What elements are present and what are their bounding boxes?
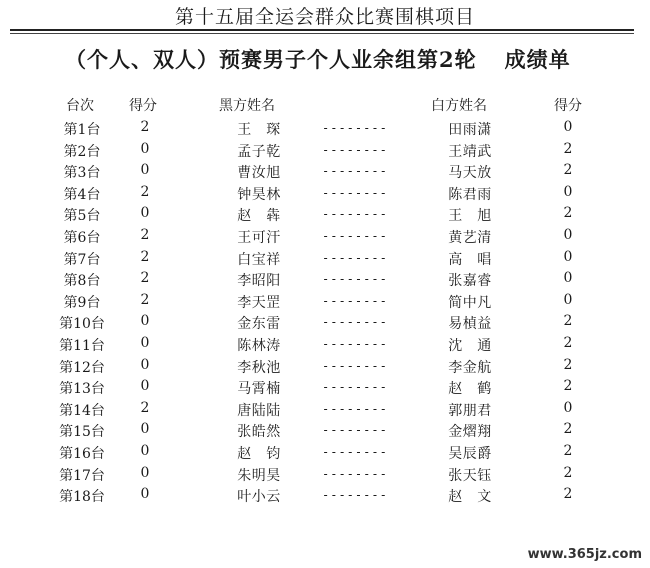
table-row xyxy=(0,292,650,314)
white-player-name: 王 旭 xyxy=(448,208,492,225)
black-player-name: 陈林涛 xyxy=(237,338,281,354)
white-score: 2 xyxy=(563,205,573,222)
white-score: 2 xyxy=(563,313,573,330)
white-score: 0 xyxy=(563,399,573,416)
black-player-name: 李昭阳 xyxy=(237,273,281,290)
black-score: 2 xyxy=(140,119,150,135)
black-player-name: 朱明昊 xyxy=(237,467,281,484)
table-row xyxy=(0,184,650,206)
black-player-name: 曹汝旭 xyxy=(237,165,281,182)
black-score: 0 xyxy=(140,486,150,503)
table-number: 第18台 xyxy=(59,489,105,506)
table-number: 第6台 xyxy=(63,230,101,246)
table-number: 第11台 xyxy=(59,338,105,354)
separator-dashes: -------- xyxy=(322,250,388,265)
black-score: 0 xyxy=(140,205,150,222)
black-player-name: 钟昊林 xyxy=(237,186,281,203)
column-header-white-name: 白方姓名 xyxy=(431,98,487,114)
separator-dashes: -------- xyxy=(322,207,388,222)
table-number: 第13台 xyxy=(59,381,105,398)
black-score: 0 xyxy=(140,421,150,438)
page-subtitle xyxy=(65,44,571,74)
separator-dashes: -------- xyxy=(322,358,388,373)
table-number: 第15台 xyxy=(59,424,105,441)
white-score: 2 xyxy=(563,356,573,373)
table-row xyxy=(0,119,650,141)
column-header-table: 台次 xyxy=(66,98,94,114)
separator-dashes: -------- xyxy=(322,142,388,157)
white-player-name: 赵 鹤 xyxy=(448,381,492,398)
table-row xyxy=(0,227,650,249)
separator-dashes: -------- xyxy=(322,229,388,243)
title-rule-thick xyxy=(10,29,634,31)
separator-dashes: -------- xyxy=(322,315,388,330)
white-player-name: 王靖武 xyxy=(448,143,492,160)
white-player-name: 沈 通 xyxy=(448,338,492,354)
table-number: 第14台 xyxy=(59,402,105,419)
white-player-name: 李金航 xyxy=(448,359,492,376)
white-player-name: 陈君雨 xyxy=(448,186,492,203)
watermark: www.365jz.com xyxy=(527,547,642,562)
table-number: 第17台 xyxy=(59,467,105,484)
white-player-name: 金熠翔 xyxy=(448,424,492,441)
separator-dashes: -------- xyxy=(322,164,388,179)
separator-dashes: -------- xyxy=(322,185,388,200)
table-number: 第5台 xyxy=(63,208,101,225)
black-player-name: 赵 犇 xyxy=(237,208,281,225)
table-row xyxy=(0,313,650,335)
white-score: 0 xyxy=(563,270,573,287)
white-player-name: 赵 文 xyxy=(448,489,492,506)
table-number: 第2台 xyxy=(63,143,101,160)
separator-dashes: -------- xyxy=(322,466,388,481)
table-row xyxy=(0,443,650,465)
black-score: 0 xyxy=(140,464,150,481)
black-score: 0 xyxy=(140,313,150,330)
black-score: 0 xyxy=(140,162,150,179)
table-row xyxy=(0,335,650,357)
white-score: 2 xyxy=(563,464,573,481)
table-row xyxy=(0,162,650,184)
black-player-name: 唐陆陆 xyxy=(237,402,281,419)
black-score: 0 xyxy=(140,140,150,157)
table-row xyxy=(0,486,650,508)
subtitle-main: （个人、双人）预赛男子个人业余组第2轮 xyxy=(65,47,477,72)
column-header-black-score: 得分 xyxy=(129,98,157,114)
white-player-name: 吴辰爵 xyxy=(448,446,492,462)
column-header-white-score: 得分 xyxy=(554,98,582,114)
white-player-name: 田雨潇 xyxy=(448,122,492,138)
table-number: 第12台 xyxy=(59,359,105,376)
table-row xyxy=(0,357,650,379)
separator-dashes: -------- xyxy=(322,401,388,416)
subtitle-suffix: 成绩单 xyxy=(504,47,571,72)
separator-dashes: -------- xyxy=(322,488,388,503)
page-title: 第十五届全运会群众比赛围棋项目 xyxy=(174,6,475,28)
black-score: 2 xyxy=(140,399,150,416)
black-player-name: 白宝祥 xyxy=(237,251,281,268)
table-number: 第8台 xyxy=(63,273,101,290)
white-score: 2 xyxy=(563,140,573,157)
separator-dashes: -------- xyxy=(322,380,388,395)
black-player-name: 李天罡 xyxy=(237,294,281,311)
separator-dashes: -------- xyxy=(322,445,388,459)
black-score: 2 xyxy=(140,291,150,308)
black-score: 2 xyxy=(140,270,150,287)
black-player-name: 赵 钧 xyxy=(237,446,281,462)
table-number: 第7台 xyxy=(63,251,101,268)
separator-dashes: -------- xyxy=(322,272,388,287)
white-score: 0 xyxy=(563,119,573,135)
black-score: 2 xyxy=(140,227,150,243)
black-score: 0 xyxy=(140,378,150,395)
black-player-name: 王可汗 xyxy=(237,230,281,246)
table-row xyxy=(0,205,650,227)
separator-dashes: -------- xyxy=(322,293,388,308)
white-player-name: 黄艺清 xyxy=(448,230,492,246)
separator-dashes: -------- xyxy=(322,423,388,438)
black-player-name: 叶小云 xyxy=(237,489,281,506)
title-rule-thin xyxy=(10,33,634,34)
white-player-name: 高 唱 xyxy=(448,251,492,268)
table-row xyxy=(0,421,650,443)
table-number: 第3台 xyxy=(63,165,101,182)
black-score: 2 xyxy=(140,183,150,200)
black-player-name: 张皓然 xyxy=(237,424,281,441)
black-score: 0 xyxy=(140,335,150,351)
black-score: 2 xyxy=(140,248,150,265)
white-player-name: 张嘉睿 xyxy=(448,273,492,290)
white-score: 0 xyxy=(563,248,573,265)
white-score: 2 xyxy=(563,335,573,351)
white-score: 0 xyxy=(563,291,573,308)
black-score: 0 xyxy=(140,443,150,459)
white-score: 0 xyxy=(563,183,573,200)
white-score: 2 xyxy=(563,162,573,179)
table-number: 第10台 xyxy=(59,316,105,333)
black-player-name: 王 琛 xyxy=(237,122,281,138)
table-number: 第9台 xyxy=(63,294,101,311)
black-player-name: 马霄楠 xyxy=(237,381,281,398)
table-number: 第16台 xyxy=(59,446,105,462)
white-player-name: 郭朋君 xyxy=(448,402,492,419)
table-row xyxy=(0,400,650,422)
table-row xyxy=(0,378,650,400)
separator-dashes: -------- xyxy=(322,337,388,351)
white-score: 2 xyxy=(563,378,573,395)
white-score: 0 xyxy=(563,227,573,243)
white-score: 2 xyxy=(563,443,573,459)
table-number: 第1台 xyxy=(63,122,101,138)
table-row xyxy=(0,141,650,163)
black-player-name: 孟子乾 xyxy=(237,143,281,160)
black-player-name: 李秋池 xyxy=(237,359,281,376)
column-header-black-name: 黑方姓名 xyxy=(219,98,275,114)
table-row xyxy=(0,465,650,487)
white-player-name: 易楨益 xyxy=(448,316,492,333)
table-row xyxy=(0,270,650,292)
white-player-name: 张天钰 xyxy=(448,467,492,484)
table-row xyxy=(0,249,650,271)
black-player-name: 金东雷 xyxy=(237,316,281,333)
white-player-name: 简中凡 xyxy=(448,294,492,311)
white-player-name: 马天放 xyxy=(448,165,492,182)
white-score: 2 xyxy=(563,421,573,438)
black-score: 0 xyxy=(140,356,150,373)
table-number: 第4台 xyxy=(63,186,101,203)
separator-dashes: -------- xyxy=(322,121,388,135)
white-score: 2 xyxy=(563,486,573,503)
